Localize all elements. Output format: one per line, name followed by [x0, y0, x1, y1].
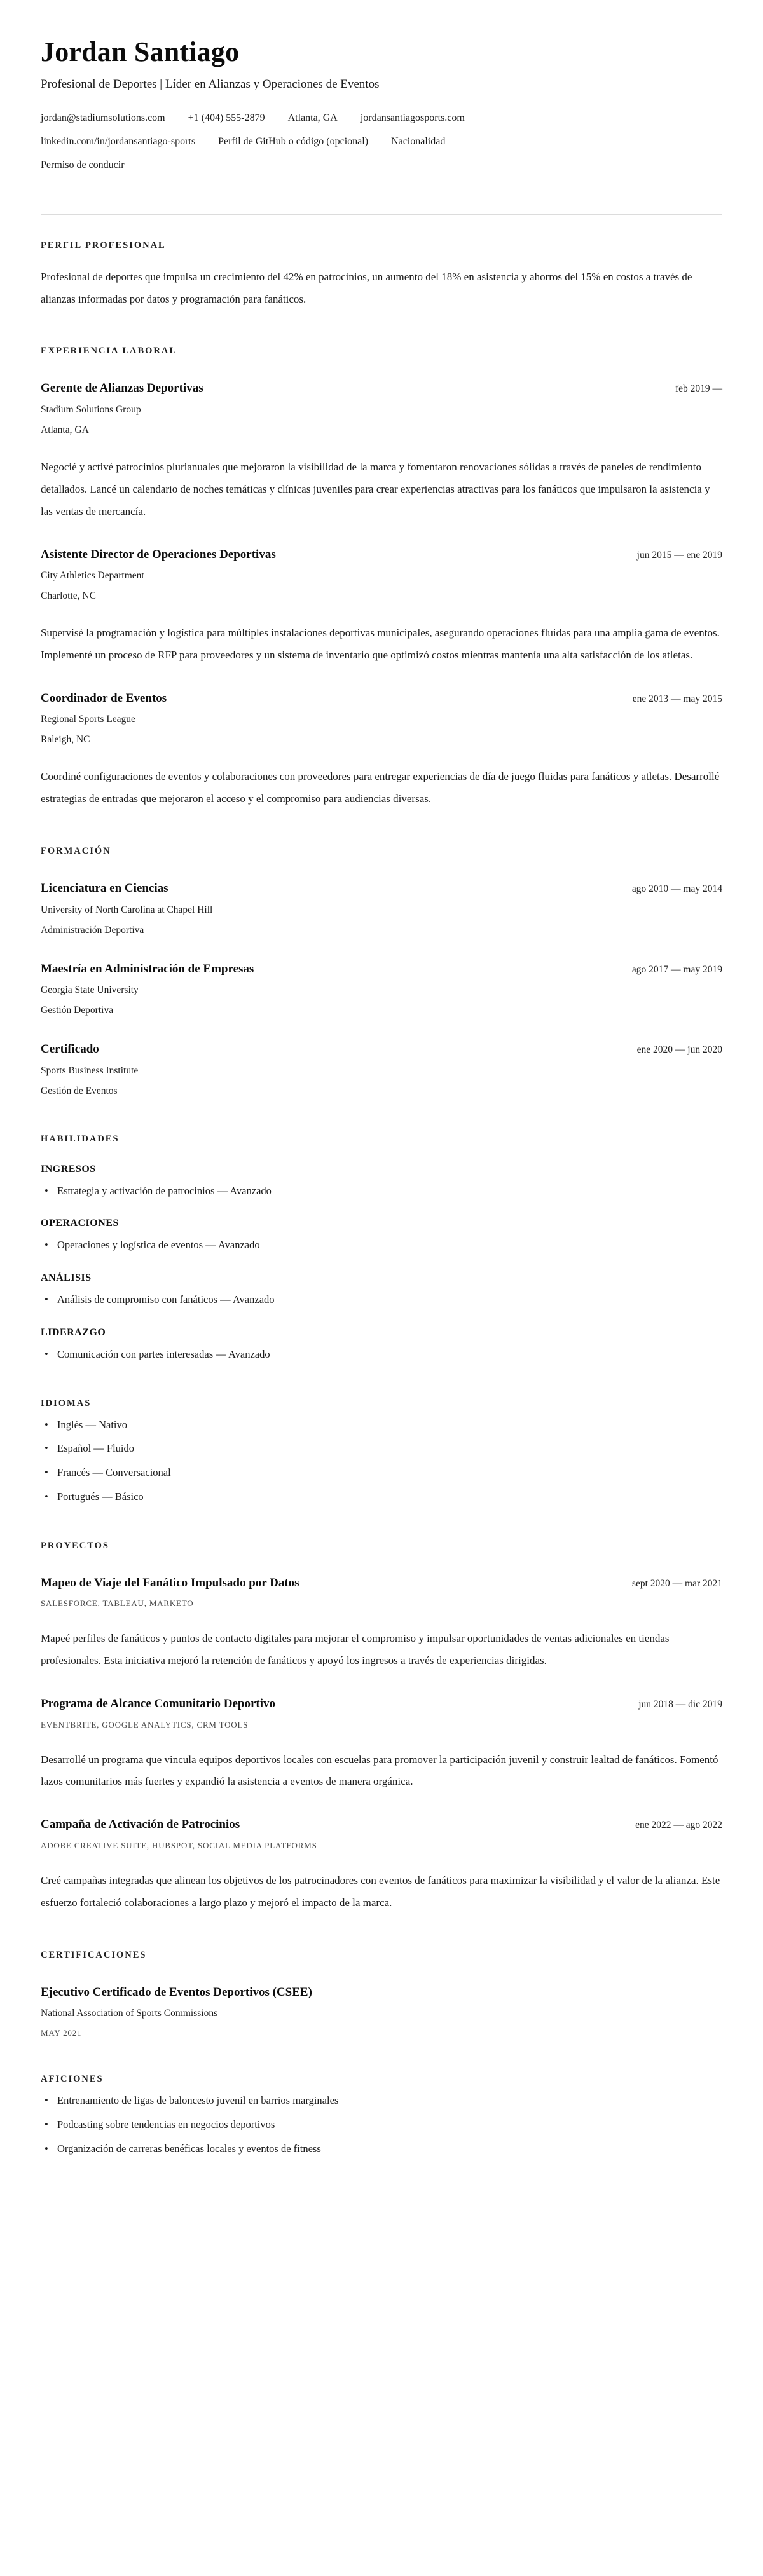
- job-dates: feb 2019 —: [675, 383, 722, 395]
- project-header: [41, 1696, 722, 1712]
- resume-body: [41, 240, 722, 2157]
- contact-email: jordan@stadiumsolutions.com: [41, 112, 165, 124]
- education-dates: ago 2017 — may 2019: [631, 964, 722, 975]
- skill-group: [41, 1327, 722, 1363]
- job-header: [41, 547, 722, 563]
- education-header: [41, 881, 722, 897]
- skill-group: [41, 1164, 722, 1199]
- skill-group: [41, 1272, 722, 1308]
- language-list: [41, 1417, 722, 1505]
- project-tools: ADOBE CREATIVE SUITE, HUBSPOT, SOCIAL MEDIA PLATFORMS: [41, 1841, 317, 1850]
- project-entry: [41, 1817, 722, 1914]
- language-item: • Inglés — Nativo: [41, 1417, 722, 1433]
- education-entry: [41, 1042, 722, 1098]
- skill-list: [41, 1347, 722, 1363]
- job-dates: jun 2015 — ene 2019: [636, 549, 722, 561]
- degree-title: Certificado: [41, 1042, 99, 1056]
- skill-group: [41, 1218, 722, 1253]
- education-header: [41, 1042, 722, 1058]
- language-item: • Francés — Conversacional: [41, 1465, 722, 1481]
- job-company: City Athletics Department: [41, 570, 144, 582]
- section-experience: [41, 346, 722, 810]
- certification-date: MAY 2021: [41, 2028, 82, 2038]
- header-divider: [41, 214, 722, 215]
- section-title-hobbies: AFICIONES: [41, 2074, 104, 2085]
- skill-item: • Operaciones y logística de eventos — Avanzado: [41, 1237, 722, 1253]
- job-description: Negocié y activé patrocinios plurianuales que mejoraron la visibilidad de la marca y fomentaron renovaciones sólidas a través de paneles de rendimiento detallados. Lancé un calendario de noches temáticas y clínicas juveniles para crear experiencias atractivas para los fanáticos que impulsaron la asistencia y las ventas de mercancía.: [41, 461, 710, 517]
- language-item: • Español — Fluido: [41, 1441, 722, 1457]
- skill-group-title: INGRESOS: [41, 1163, 96, 1175]
- education-entry: [41, 962, 722, 1018]
- field-of-study: Gestión Deportiva: [41, 1005, 114, 1016]
- job-header: [41, 381, 722, 397]
- job-header: [41, 691, 722, 707]
- skill-list: [41, 1292, 722, 1308]
- education-entry: [41, 881, 722, 937]
- certification-entry: [41, 1985, 722, 2039]
- education-dates: ene 2020 — jun 2020: [636, 1044, 722, 1056]
- project-title: Campaña de Activación de Patrocinios: [41, 1818, 240, 1832]
- hobby-item: • Podcasting sobre tendencias en negocios deportivos: [41, 2117, 722, 2133]
- contact-website: jordansantiagosports.com: [360, 112, 465, 124]
- school-name: Georgia State University: [41, 985, 139, 996]
- project-tools: EVENTBRITE, GOOGLE ANALYTICS, CRM TOOLS: [41, 1719, 249, 1729]
- job-entry: [41, 381, 722, 522]
- job-role: Gerente de Alianzas Deportivas: [41, 381, 203, 395]
- project-header: [41, 1576, 722, 1591]
- job-entry: [41, 691, 722, 810]
- education-dates: ago 2010 — may 2014: [631, 883, 722, 894]
- profile-summary: Profesional de deportes que impulsa un crecimiento del 42% en patrocinios, un aumento del 18% en asistencia y ahorros del 15% en costos a través de alianzas informadas por datos y programación para fanáticos.: [41, 270, 692, 305]
- job-dates: ene 2013 — may 2015: [632, 693, 722, 704]
- job-role: Coordinador de Eventos: [41, 691, 167, 705]
- section-title-languages: IDIOMAS: [41, 1398, 92, 1408]
- project-tools: SALESFORCE, TABLEAU, MARKETO: [41, 1598, 194, 1609]
- project-entry: [41, 1576, 722, 1672]
- project-description: Desarrollé un programa que vincula equipos deportivos locales con escuelas para promover la participación juvenil y construir lealtad de fanáticos. Fomentó lazos comunitarios más fuertes y expandió la asistencia a eventos de manera orgánica.: [41, 1753, 718, 1788]
- school-name: University of North Carolina at Chapel Hill: [41, 904, 213, 915]
- resume-header: [41, 37, 722, 177]
- candidate-name: Jordan Santiago: [41, 36, 240, 67]
- job-description: Supervisé la programación y logística para múltiples instalaciones deportivas municipales, asegurando operaciones fluidas para una amplia gama de eventos. Implementé un proceso de RFP para proveedores y un sistema de inventario que optimizó costos mientras mantenía una alta satisfacción de los atletas.: [41, 627, 720, 661]
- project-header: [41, 1817, 722, 1833]
- degree-title: Maestría en Administración de Empresas: [41, 962, 254, 976]
- field-of-study: Administración Deportiva: [41, 924, 144, 936]
- project-dates: ene 2022 — ago 2022: [635, 1820, 722, 1831]
- skill-group-title: ANÁLISIS: [41, 1272, 92, 1284]
- school-name: Sports Business Institute: [41, 1065, 139, 1076]
- contact-row: [41, 107, 722, 130]
- contact-info: [41, 107, 722, 177]
- job-company: Stadium Solutions Group: [41, 404, 141, 416]
- section-title-experience: EXPERIENCIA LABORAL: [41, 346, 177, 357]
- section-education: [41, 846, 722, 1098]
- job-entry: [41, 547, 722, 667]
- contact-phone: +1 (404) 555-2879: [188, 112, 265, 124]
- section-profile: [41, 240, 722, 311]
- hobby-list: [41, 2093, 722, 2157]
- job-location: Atlanta, GA: [41, 425, 89, 436]
- section-title-certifications: CERTIFICACIONES: [41, 1949, 147, 1960]
- section-projects: [41, 1541, 722, 1914]
- contact-driving-permit: Permiso de conducir: [41, 159, 125, 170]
- skill-list: [41, 1183, 722, 1199]
- field-of-study: Gestión de Eventos: [41, 1085, 118, 1096]
- certification-title: Ejecutivo Certificado de Eventos Deportivos (CSEE): [41, 1985, 312, 1999]
- section-hobbies: [41, 2074, 722, 2157]
- job-company: Regional Sports League: [41, 714, 135, 725]
- project-description: Creé campañas integradas que alinean los objetivos de los patrocinadores con eventos de fanáticos para maximizar la visibilidad y el valor de la alianza. Este esfuerzo fortaleció colaboraciones a largo plazo y mejoró el impacto de la marca.: [41, 1874, 720, 1909]
- contact-row: [41, 130, 722, 154]
- degree-title: Licenciatura en Ciencias: [41, 881, 168, 895]
- job-role: Asistente Director de Operaciones Deportivas: [41, 547, 276, 561]
- job-location: Charlotte, NC: [41, 590, 96, 602]
- section-title-profile: PERFIL PROFESIONAL: [41, 240, 166, 250]
- contact-nationality: Nacionalidad: [391, 136, 446, 147]
- certification-issuer: National Association of Sports Commissions: [41, 2008, 218, 2019]
- candidate-tagline: Profesional de Deportes | Líder en Alianzas y Operaciones de Eventos: [41, 78, 380, 92]
- skill-list: [41, 1237, 722, 1253]
- skill-item: • Comunicación con partes interesadas — Avanzado: [41, 1347, 722, 1363]
- section-certifications: [41, 1950, 722, 2039]
- project-entry: [41, 1696, 722, 1793]
- contact-location: Atlanta, GA: [287, 112, 338, 124]
- skill-group-title: OPERACIONES: [41, 1218, 119, 1229]
- skill-item: • Análisis de compromiso con fanáticos — Avanzado: [41, 1292, 722, 1308]
- section-title-education: FORMACIÓN: [41, 845, 111, 856]
- contact-row: [41, 154, 722, 177]
- skill-item: • Estrategia y activación de patrocinios — Avanzado: [41, 1183, 722, 1199]
- job-description: Coordiné configuraciones de eventos y colaboraciones con proveedores para entregar experiencias de día de juego fluidas para fanáticos y atletas. Desarrollé estrategias de entradas que mejoraron el acceso y el compromiso para audiencias diversas.: [41, 770, 720, 805]
- job-location: Raleigh, NC: [41, 734, 90, 746]
- education-header: [41, 962, 722, 978]
- section-title-projects: PROYECTOS: [41, 1540, 109, 1551]
- project-title: Mapeo de Viaje del Fanático Impulsado por Datos: [41, 1576, 299, 1590]
- project-description: Mapeé perfiles de fanáticos y puntos de contacto digitales para mejorar el compromiso y impulsar oportunidades de ventas adicionales en tiendas profesionales. Esta iniciativa mejoró la retención de fanáticos y apoyó los ingresos a través de experiencias dirigidas.: [41, 1632, 670, 1667]
- section-languages: [41, 1398, 722, 1505]
- project-dates: jun 2018 — dic 2019: [638, 1698, 722, 1710]
- section-title-skills: HABILIDADES: [41, 1133, 120, 1144]
- project-dates: sept 2020 — mar 2021: [631, 1578, 722, 1589]
- section-skills: [41, 1134, 722, 1363]
- hobby-item: • Organización de carreras benéficas locales y eventos de fitness: [41, 2141, 722, 2157]
- skill-group-title: LIDERAZGO: [41, 1326, 106, 1338]
- contact-github: Perfil de GitHub o código (opcional): [218, 136, 369, 147]
- contact-linkedin: linkedin.com/in/jordansantiago-sports: [41, 136, 196, 147]
- hobby-item: • Entrenamiento de ligas de baloncesto juvenil en barrios marginales: [41, 2093, 722, 2109]
- project-title: Programa de Alcance Comunitario Deportivo: [41, 1696, 276, 1710]
- language-item: • Portugués — Básico: [41, 1489, 722, 1505]
